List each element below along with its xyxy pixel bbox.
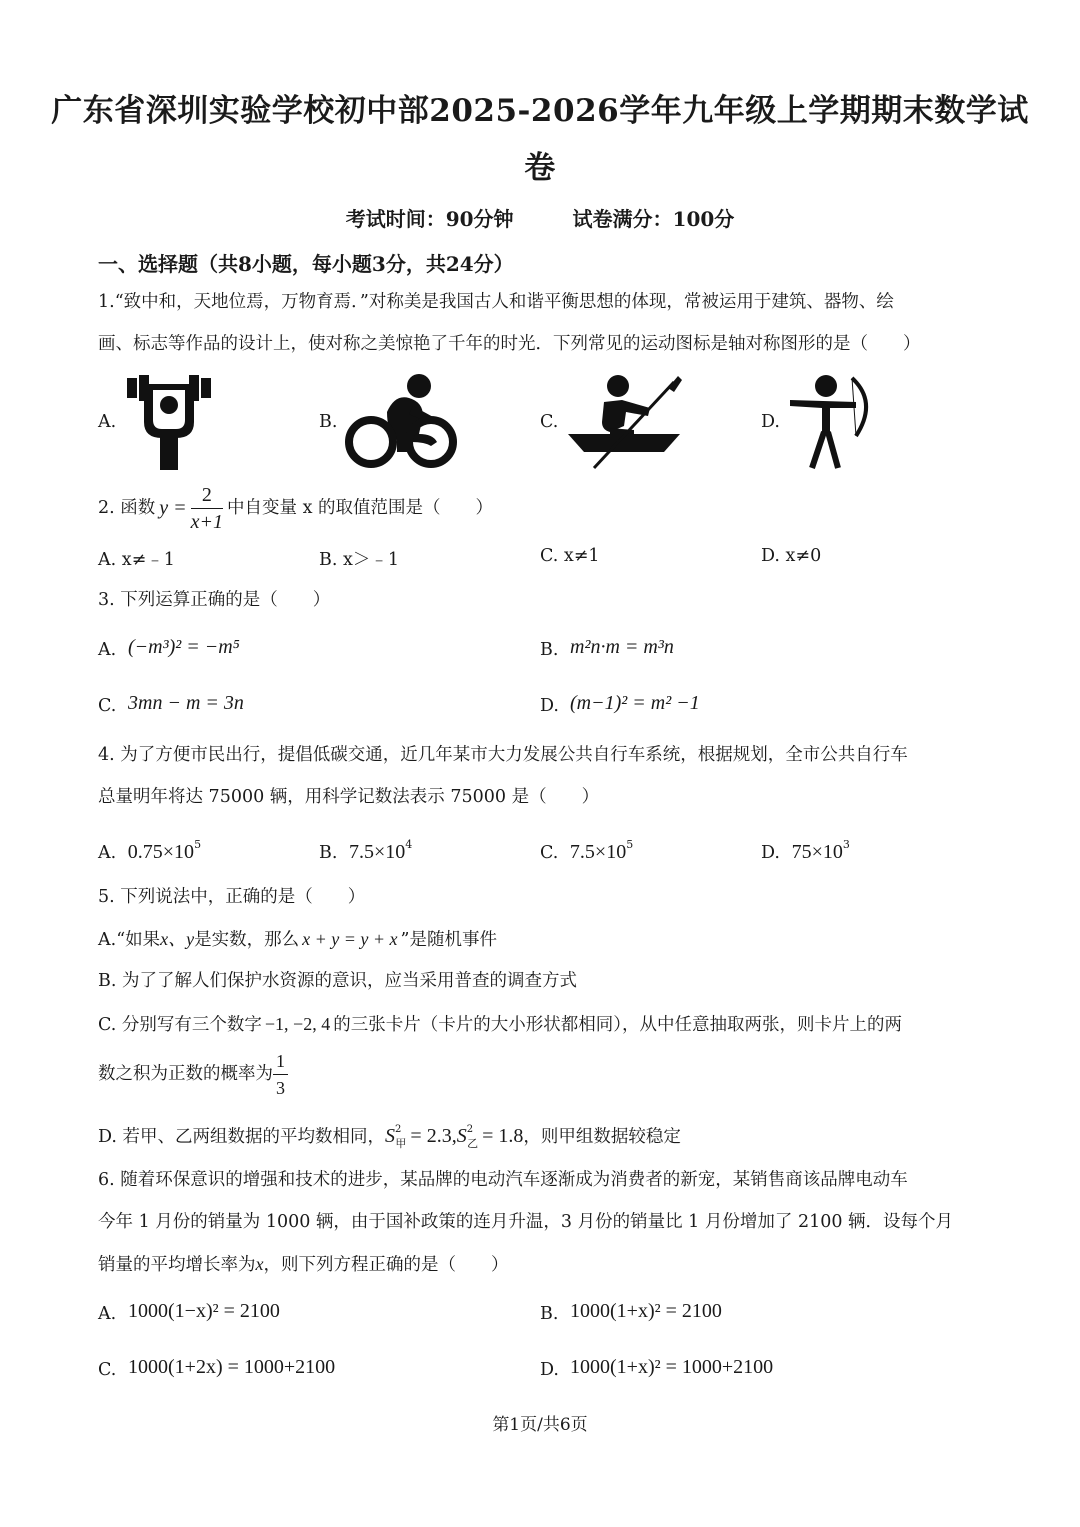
q3-option-d-label: D.: [540, 696, 559, 716]
q5-c-line2-text: 数之积为正数的概率为: [98, 1064, 273, 1084]
q4-option-d-mantissa: 75×10: [791, 841, 843, 863]
q4-option-a-mantissa: 0.75×10: [127, 841, 195, 863]
q2-option-d: D. x≠0: [761, 546, 822, 566]
q4-stem-line1: 4. 为了方便市民出行，提倡低碳交通，近几年某市大力发展公共自行车系统，根据规划，全市公共自行车: [98, 745, 908, 765]
q2-fraction: [191, 482, 223, 535]
q5-a-vars: x、y: [160, 929, 195, 949]
page-title: 广东省深圳实验学校初中部2025-2026学年九年级上学期期末数学试: [51, 93, 1029, 129]
q5-c-numbers: −1, −2, 4: [264, 1014, 331, 1034]
q4-option-a-exponent: 5: [194, 838, 202, 851]
q1-option-b-label: B.: [319, 412, 338, 432]
q3-option-d-expr: (m−1)² = m² −1: [570, 692, 700, 714]
exam-score: 试卷满分：100分: [572, 207, 735, 231]
q4-option-a-label: A.: [98, 843, 117, 863]
q6-option-a-expr: 1000(1−x)² = 2100: [128, 1300, 280, 1322]
q4-option-d-label: D.: [761, 843, 780, 863]
q5-d-prefix: D. 若甲、乙两组数据的平均数相同，: [98, 1127, 386, 1147]
q4-option-c-label: C.: [540, 843, 559, 863]
q3-stem: 3. 下列运算正确的是（ ）: [98, 590, 331, 610]
q6-option-b-expr: 1000(1+x)² = 2100: [570, 1300, 722, 1322]
q3-option-b-label: B.: [540, 640, 559, 660]
q6-stem-line2: 今年 1 月份的销量为 1000 辆，由于国补政策的连月升温，3 月份的销量比 1 月份增加了 2100 辆．设每个月: [98, 1212, 954, 1232]
q2-option-b: B. x＞﹣1: [319, 550, 399, 570]
cycling-icon: [343, 372, 461, 472]
q4-option-c: [540, 838, 633, 864]
q5-a-expr: x + y = y + x: [302, 929, 398, 949]
q6-option-d-label: D.: [540, 1360, 559, 1380]
q2-option-c: C. x≠1: [540, 546, 600, 566]
q6-line3-suffix: ，则下列方程正确的是（ ）: [263, 1255, 509, 1275]
q5-d-square-1: 2: [395, 1124, 402, 1135]
page-number: 第1页/共6页: [492, 1415, 588, 1435]
q2-numerator: 2: [191, 482, 223, 509]
q4-option-d: [761, 838, 850, 864]
q4-option-a: [98, 838, 201, 864]
q2-denominator: x+1: [190, 510, 224, 533]
q5-option-b: B. 为了了解人们保护水资源的意识，应当采用普查的调查方式: [98, 971, 577, 991]
q2-option-a: A. x≠﹣1: [98, 550, 175, 570]
q5-option-d: [98, 1118, 681, 1156]
q5-stem: 5. 下列说法中，正确的是（ ）: [98, 887, 366, 907]
q4-option-c-exponent: 5: [626, 838, 634, 851]
q1-stem-line2: 画、标志等作品的设计上，使对称之美惊艳了千年的时光．下列常见的运动图标是轴对称图形的是（ ）: [98, 334, 921, 354]
q5-c-denominator: 3: [276, 1077, 285, 1098]
q3-option-c-expr: 3mn − m = 3n: [128, 692, 244, 714]
weightlifting-icon: [124, 372, 214, 472]
q5-c-suffix: 的三张卡片（卡片的大小形状都相同），从中任意抽取两张，则卡片上的两: [333, 1015, 902, 1035]
q1-stem-line1: 1.“致中和，天地位焉，万物育焉．”对称美是我国古人和谐平衡思想的体现，常被运用于建筑、器物、绘: [98, 292, 894, 312]
exam-info: [0, 203, 1080, 232]
q5-a-mid: 是实数，那么: [194, 930, 300, 950]
q5-c-prefix: C. 分别写有三个数字: [98, 1015, 262, 1035]
q5-option-a: [98, 927, 497, 952]
q1-option-c-label: C.: [540, 412, 559, 432]
q1-option-a-label: A.: [98, 412, 117, 432]
q5-d-subscript-1: 甲: [395, 1136, 407, 1150]
section-heading: 一、选择题（共8小题，每小题3分，共24分）: [98, 252, 514, 276]
q3-option-a-expr: (−m³)² = −m⁵: [128, 636, 240, 658]
q4-option-b-exponent: 4: [405, 838, 413, 851]
q2-stem: [98, 480, 493, 536]
q5-d-variance-symbol-2: S: [456, 1125, 467, 1147]
q4-option-b-label: B.: [319, 843, 338, 863]
q4-option-c-mantissa: 7.5×10: [569, 841, 627, 863]
q5-d-subscript-2: 乙: [467, 1136, 479, 1150]
q4-option-d-exponent: 3: [842, 838, 850, 851]
q3-option-c-label: C.: [98, 696, 117, 716]
q6-option-c-expr: 1000(1+2x) = 1000+2100: [128, 1356, 336, 1378]
rowing-icon: [564, 372, 684, 472]
q5-a-prefix: A.“如果: [98, 930, 161, 950]
q5-a-suffix: ”是随机事件: [400, 930, 497, 950]
exam-time: 考试时间：90分钟: [345, 207, 514, 231]
q6-option-d-expr: 1000(1+x)² = 1000+2100: [570, 1356, 774, 1378]
q5-c-numerator: 1: [273, 1048, 288, 1075]
q2-function-lhs: y =: [159, 497, 187, 519]
q6-stem-line3: [98, 1252, 509, 1277]
q2-prefix: 2. 函数: [98, 498, 156, 518]
q5-d-value-2: = 1.8: [482, 1125, 524, 1147]
q5-c-fraction: [273, 1048, 288, 1101]
q6-option-a-label: A.: [98, 1304, 117, 1324]
q1-option-d-label: D.: [761, 412, 780, 432]
q4-stem-line2: 总量明年将达 75000 辆，用科学记数法表示 75000 是（ ）: [98, 787, 600, 807]
q5-d-suffix: ，则甲组数据较稳定: [523, 1127, 681, 1147]
q6-line3-var: x: [255, 1254, 264, 1274]
q5-option-c-line1: [98, 1012, 902, 1037]
archery-icon: [786, 372, 876, 472]
q6-option-b-label: B.: [540, 1304, 559, 1324]
q6-stem-line1: 6. 随着环保意识的增强和技术的进步，某品牌的电动汽车逐渐成为消费者的新宠，某销售商该品牌电动车: [98, 1170, 908, 1190]
q3-option-b-expr: m²n·m = m³n: [570, 636, 674, 658]
q6-line3-prefix: 销量的平均增长率为: [98, 1255, 256, 1275]
q4-option-b-mantissa: 7.5×10: [349, 841, 406, 863]
q5-option-c-line2: [98, 1046, 288, 1102]
q2-suffix: 中自变量 x 的取值范围是（ ）: [227, 498, 494, 518]
q3-option-a-label: A.: [98, 640, 117, 660]
q5-d-value-1: = 2.3,: [410, 1125, 457, 1147]
q5-d-square-2: 2: [466, 1124, 474, 1135]
q4-option-b: [319, 838, 412, 864]
q6-option-c-label: C.: [98, 1360, 117, 1380]
page-title-continued: 卷: [524, 150, 556, 186]
q5-d-variance-symbol-1: S: [385, 1125, 396, 1147]
